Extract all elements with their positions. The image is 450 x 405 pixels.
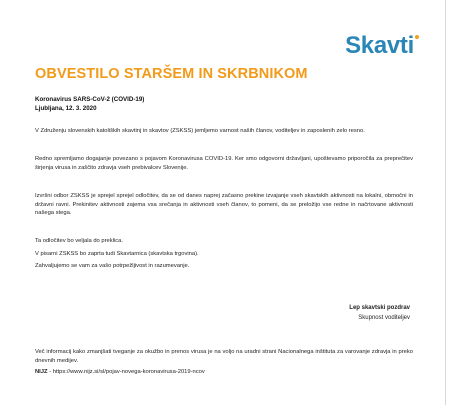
document-date: Ljubljana, 12. 3. 2020: [35, 105, 97, 112]
footer-nijz-line: [35, 368, 413, 377]
nijz-separator: -: [47, 369, 53, 375]
logo-accent-dot-icon: [415, 35, 419, 39]
paragraph: V pisarni ZSKSS bo zaprta tudi Skavtarnica (skavtska trgovina).: [35, 251, 199, 257]
closing-signature: Skupnost voditeljev: [358, 315, 410, 321]
closing-greeting: Lep skavtski pozdrav: [349, 305, 410, 311]
nijz-link[interactable]: https://www.nijz.si/sl/pojav-novega-koronavirusa-2019-ncov: [52, 369, 205, 375]
document-title: OBVESTILO STARŠEM IN SKRBNIKOM: [35, 66, 308, 82]
paragraph: Redno spremljamo dogajanje povezano s pojavom Koronavirusa COVID-19. Ker smo odgovorni državljani, upoštevamo priporočila za preprečitev širjenja virusa in zaščito zdravja vseh prebivalcev Slovenije.: [35, 156, 413, 171]
paragraph: V Združenju slovenskih katoliških skavtinj in skavtov (ZSKSS) jemljemo varnost naših članov, voditeljev in zaposlenih zelo resno.: [35, 128, 365, 134]
nijz-label: NIJZ: [35, 369, 48, 375]
footer-info: Več informacij kako zmanjšati tveganje za okužbo in prenos virusa je na voljo na uradni strani Nacionalnega inštituta za varovanje zdravja in preko dnevnih medijev.: [35, 349, 413, 364]
document-subject: Koronavirus SARS-CoV-2 (COVID-19): [35, 96, 145, 103]
logo-text: Skavti: [345, 32, 414, 59]
skavti-logo: [345, 32, 419, 60]
page-edge-divider: [445, 0, 446, 405]
paragraph: Zahvaljujemo se vam za vašo potrpežljivost in razumevanje.: [35, 263, 190, 269]
paragraph: Ta odločitev bo veljala do preklica.: [35, 238, 123, 244]
paragraph: Izvršni odbor ZSKSS je sprejel sprejel odločitev, da se od danes naprej začasno prekine izvajanje vseh skavtskih aktivnosti na lokalni, območni in državni ravni. Prekinitev aktivnosti zajema vsa srečanja in aktivnosti vseh članov, to pomeni, da se preložijo vse redne in načrtovane aktivnosti našega stega.: [35, 193, 413, 217]
